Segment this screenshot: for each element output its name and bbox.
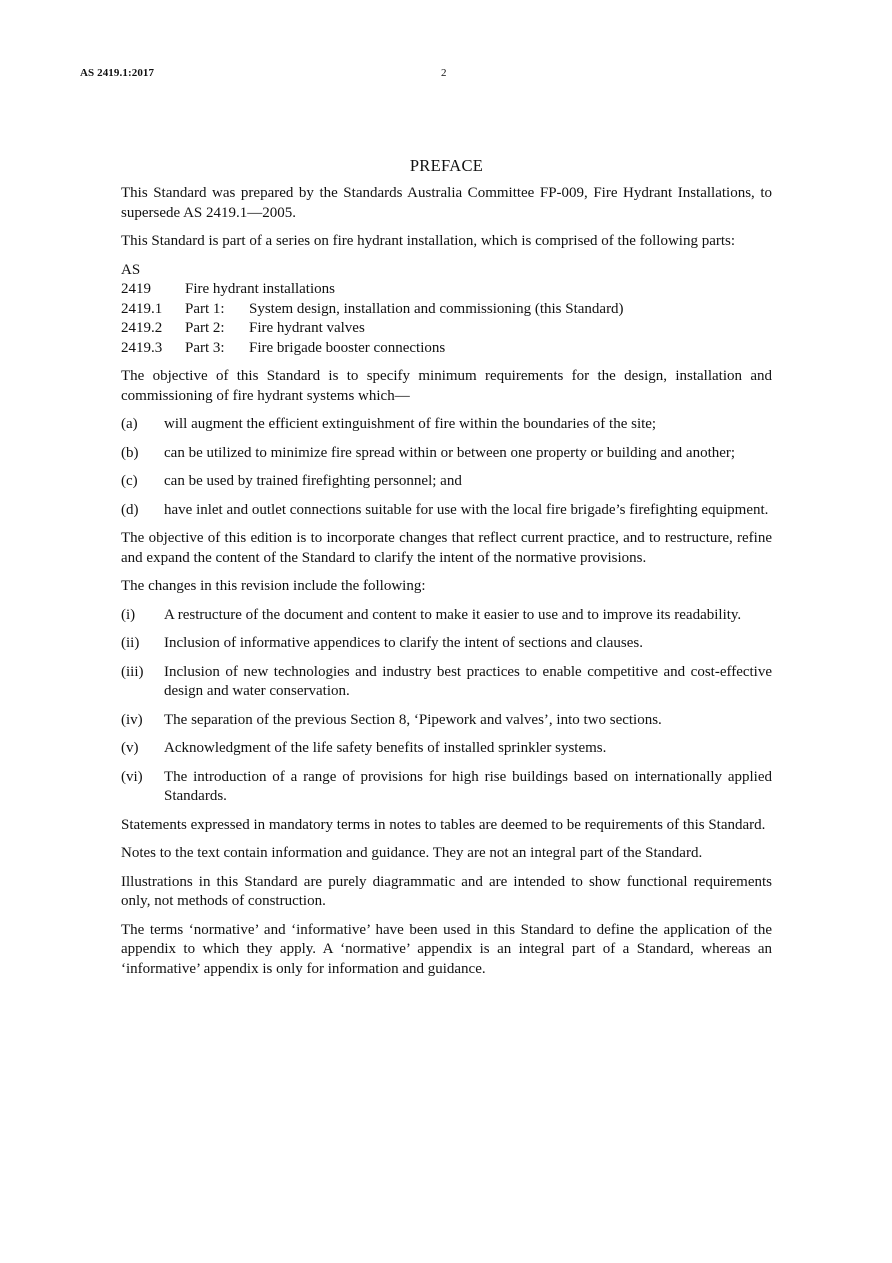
list-item-label: (i) bbox=[121, 606, 136, 623]
list-item-text: Inclusion of informative appendices to clarify the intent of sections and clauses. bbox=[164, 635, 644, 651]
list-item bbox=[121, 472, 772, 492]
list-item-label: (a) bbox=[121, 416, 138, 432]
paragraph-normative-informative: The terms ‘normative’ and ‘informative’ have been used in this Standard to define the application of the appendix to which they apply. A ‘normative’ appendix is an integral part of a Standard, whereas an ‘informative’ appendix is only for information and guidance. bbox=[121, 921, 772, 977]
paragraph-objective: The objective of this Standard is to specify minimum requirements for the design, installation and commissioning of fire hydrant systems which— bbox=[121, 368, 772, 404]
page-number: 2 bbox=[441, 67, 447, 79]
paragraph-changes-intro: The changes in this revision include the following: bbox=[121, 578, 426, 594]
part-title: Fire brigade booster connections bbox=[249, 339, 446, 356]
list-item-text: can be used by trained firefighting personnel; and bbox=[164, 473, 462, 489]
part-title: Fire hydrant valves bbox=[249, 320, 365, 336]
list-item bbox=[121, 768, 772, 807]
list-item-label: (c) bbox=[121, 473, 138, 489]
paragraph-mandatory-notes: Statements expressed in mandatory terms in notes to tables are deemed to be requirements of this Standard. bbox=[121, 816, 766, 833]
part-title: Fire hydrant installations bbox=[185, 281, 335, 297]
paragraph-notes: Notes to the text contain information and guidance. They are not an integral part of the Standard. bbox=[121, 845, 703, 861]
list-item-label: (v) bbox=[121, 740, 139, 756]
list-item bbox=[121, 444, 772, 464]
document-body bbox=[121, 155, 772, 988]
list-item-text: The separation of the previous Section 8, ‘Pipework and valves’, into two sections. bbox=[164, 711, 662, 728]
list-item bbox=[121, 711, 772, 731]
parts-table-row bbox=[121, 280, 772, 300]
list-item-label: (ii) bbox=[121, 635, 140, 651]
part-number: 2419.1 bbox=[121, 300, 163, 317]
parts-table-row bbox=[121, 319, 772, 339]
list-item-label: (iii) bbox=[121, 663, 144, 680]
list-item bbox=[121, 415, 772, 435]
list-item-text: Acknowledgment of the life safety benefits of installed sprinkler systems. bbox=[164, 740, 607, 756]
part-number: 2419.3 bbox=[121, 339, 163, 356]
list-item-text: will augment the efficient extinguishment of fire within the boundaries of the site; bbox=[164, 416, 657, 432]
running-header-standard-id: AS 2419.1:2017 bbox=[80, 67, 155, 79]
part-number: 2419 bbox=[121, 281, 151, 297]
list-item bbox=[121, 634, 772, 654]
parts-table-row bbox=[121, 339, 772, 359]
parts-table bbox=[121, 261, 772, 359]
list-item-text: have inlet and outlet connections suitable for use with the local fire brigade’s firefighting equipment. bbox=[164, 501, 769, 518]
list-item bbox=[121, 606, 772, 626]
list-item-text: A restructure of the document and content to make it easier to use and to improve its readability. bbox=[164, 606, 742, 623]
paragraph-edition-objective: The objective of this edition is to incorporate changes that reflect current practice, and to restructure, refine and expand the content of the Standard to clarify the intent of the normative provisions. bbox=[121, 530, 772, 566]
changes-list bbox=[121, 606, 772, 807]
part-label: Part 2: bbox=[185, 320, 225, 336]
list-item bbox=[121, 663, 772, 702]
part-label: Part 3: bbox=[185, 339, 225, 356]
list-item-text: Inclusion of new technologies and industry best practices to enable competitive and cost-effective design and water conservation. bbox=[164, 663, 772, 699]
paragraph-series: This Standard is part of a series on fire hydrant installation, which is comprised of the following parts: bbox=[121, 233, 736, 249]
part-number: 2419.2 bbox=[121, 320, 163, 336]
list-item-text: The introduction of a range of provisions for high rise buildings based on internationally applied Standards. bbox=[164, 768, 772, 804]
list-item-label: (b) bbox=[121, 444, 139, 461]
parts-table-prefix: AS bbox=[121, 261, 141, 278]
objectives-list bbox=[121, 415, 772, 520]
list-item bbox=[121, 739, 772, 759]
list-item-label: (d) bbox=[121, 501, 139, 518]
part-label: Part 1: bbox=[185, 300, 225, 317]
parts-table-row bbox=[121, 300, 772, 320]
list-item bbox=[121, 501, 772, 521]
part-title: System design, installation and commissioning (this Standard) bbox=[249, 300, 624, 317]
paragraph-committee: This Standard was prepared by the Standards Australia Committee FP-009, Fire Hydrant Installations, to supersede AS 2419.1—2005. bbox=[121, 185, 772, 221]
section-title: PREFACE bbox=[409, 156, 484, 175]
list-item-label: (iv) bbox=[121, 711, 143, 728]
list-item-text: can be utilized to minimize fire spread within or between one property or building and another; bbox=[164, 444, 736, 461]
paragraph-illustrations: Illustrations in this Standard are purely diagrammatic and are intended to show functional requirements only, not methods of construction. bbox=[121, 873, 772, 909]
list-item-label: (vi) bbox=[121, 768, 143, 785]
